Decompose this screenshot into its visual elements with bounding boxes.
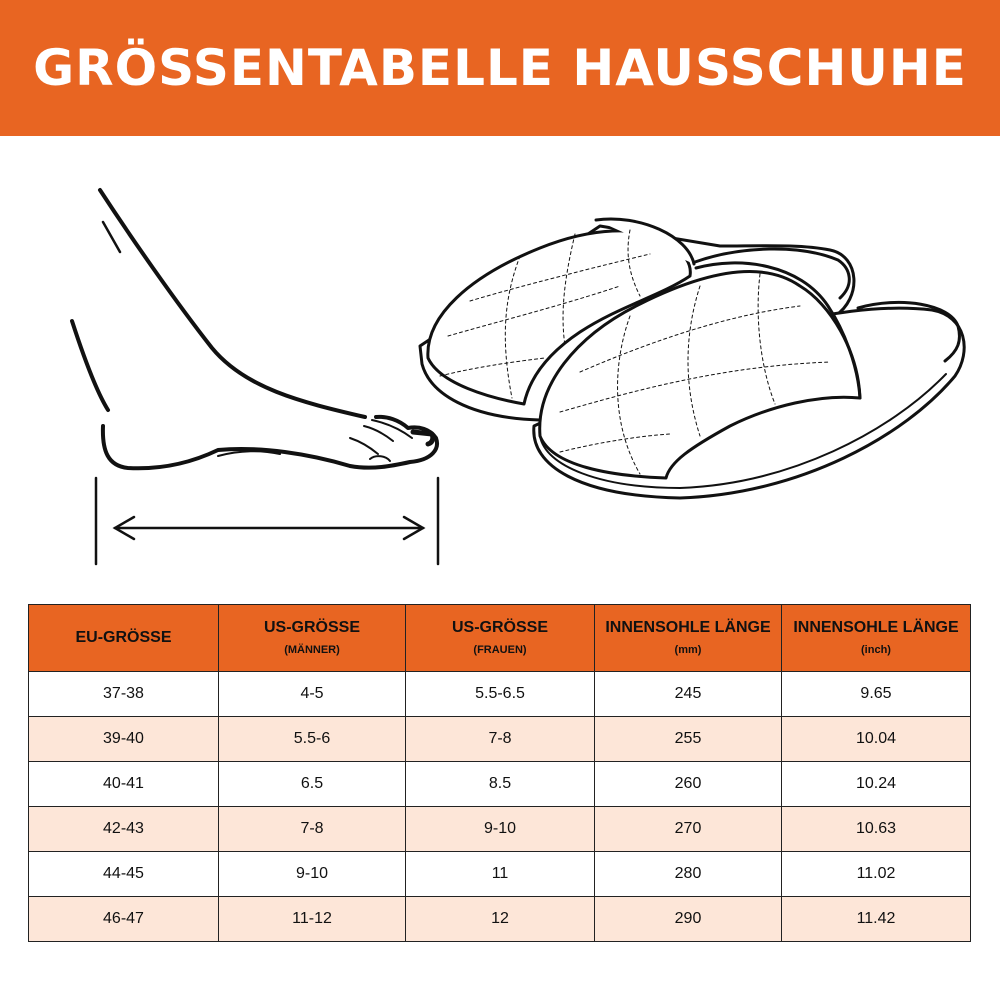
table-cell: 6.5	[219, 762, 406, 807]
table-cell: 11.42	[782, 897, 971, 942]
table-cell: 270	[595, 807, 782, 852]
table-row	[29, 807, 971, 852]
table-cell: 12	[406, 897, 595, 942]
header-insole-inch: INNENSOHLE LÄNGE (inch)	[782, 605, 971, 672]
table-row	[29, 897, 971, 942]
table-row	[29, 852, 971, 897]
table-cell: 10.24	[782, 762, 971, 807]
table-cell: 42-43	[29, 807, 219, 852]
table-cell: 46-47	[29, 897, 219, 942]
header-us-size-women: US-GRÖSSE (FRAUEN)	[406, 605, 595, 672]
header-insole-mm: INNENSOHLE LÄNGE (mm)	[595, 605, 782, 672]
slippers-drawing	[420, 219, 964, 498]
table-cell: 10.04	[782, 717, 971, 762]
table-cell: 9-10	[219, 852, 406, 897]
table-cell: 9-10	[406, 807, 595, 852]
table-cell: 255	[595, 717, 782, 762]
table-cell: 4-5	[219, 672, 406, 717]
table-cell: 7-8	[406, 717, 595, 762]
table-cell: 37-38	[29, 672, 219, 717]
table-cell: 245	[595, 672, 782, 717]
table-cell: 280	[595, 852, 782, 897]
table-row	[29, 717, 971, 762]
table-cell: 290	[595, 897, 782, 942]
size-table	[28, 604, 971, 942]
table-cell: 11.02	[782, 852, 971, 897]
table-cell: 5.5-6.5	[406, 672, 595, 717]
page-title: GRÖSSENTABELLE HAUSSCHUHE	[33, 39, 967, 97]
measurement-arrow	[96, 478, 438, 564]
illustration-svg	[0, 136, 1000, 596]
table-cell: 10.63	[782, 807, 971, 852]
table-cell: 5.5-6	[219, 717, 406, 762]
header-eu-size: EU-GRÖSSE	[29, 605, 219, 672]
table-row	[29, 672, 971, 717]
table-cell: 11-12	[219, 897, 406, 942]
foot-drawing	[72, 190, 437, 468]
table-cell: 44-45	[29, 852, 219, 897]
illustration-area	[0, 136, 1000, 596]
header-us-size-men: US-GRÖSSE (MÄNNER)	[219, 605, 406, 672]
table-header-row	[29, 605, 971, 672]
title-banner	[0, 0, 1000, 136]
table-cell: 7-8	[219, 807, 406, 852]
table-cell: 9.65	[782, 672, 971, 717]
table-cell: 11	[406, 852, 595, 897]
table-row	[29, 762, 971, 807]
table-cell: 260	[595, 762, 782, 807]
table-cell: 8.5	[406, 762, 595, 807]
table-cell: 40-41	[29, 762, 219, 807]
table-cell: 39-40	[29, 717, 219, 762]
